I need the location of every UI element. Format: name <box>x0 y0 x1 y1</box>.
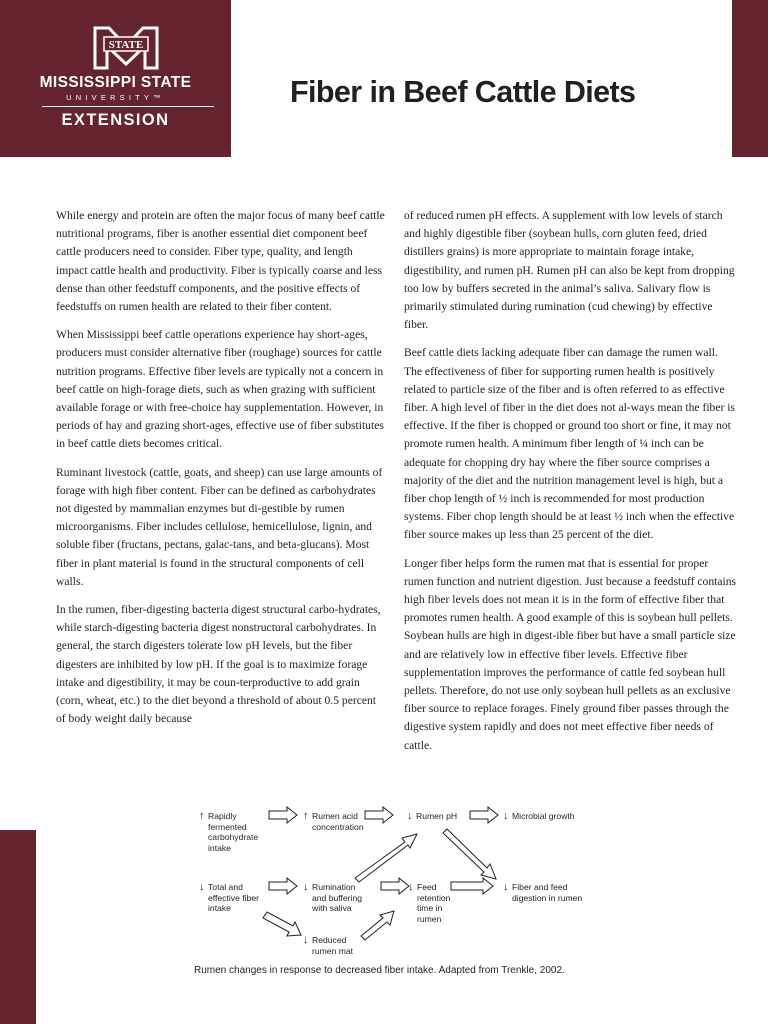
block-arrow-icon <box>470 807 498 823</box>
block-arrow-icon <box>263 912 301 936</box>
down-arrow-icon: ↓ <box>408 881 414 893</box>
left-column <box>56 207 387 738</box>
block-arrow-icon <box>443 829 496 879</box>
node-rumen-mat: ↓ Reduced rumen mat <box>303 934 354 956</box>
figure-caption: Rumen changes in response to decreased fiber intake. Adapted from Trenkle, 2002. <box>194 965 565 976</box>
header-accent-bar <box>732 0 768 157</box>
node-fiber-digestion: ↓ Fiber and feed digestion in rumen <box>503 881 583 903</box>
paragraph: While energy and protein are often the major focus of many beef cattle nutritional programs, fiber is another essential diet component beef cattle producers need to consider. Fiber type, quality, and length impact cattle health and productivity. Fiber is typically coarse and less dense than other feedstuff components, and the positive effects of feedstuffs on rumen health are related to their fiber content. <box>56 209 385 314</box>
msu-extension-logo <box>0 0 231 157</box>
extension-label: EXTENSION <box>61 111 170 129</box>
paragraph: Ruminant livestock (cattle, goats, and sheep) can use large amounts of forage with high fiber content. Fiber can be defined as carbohydrates not digested by mammalian enzymes but di-gestible by rumen microorganisms. Fiber includes cellulose, hemicellulose, lignin, and soluble fiber (fructans, pectans, galac-tans, and beta-glucans). Most fiber in plant material is found in the structural components of cell walls. <box>56 465 383 588</box>
rumen-flow-diagram <box>183 802 593 962</box>
block-arrow-icon <box>361 911 394 940</box>
down-arrow-icon: ↓ <box>407 810 413 822</box>
node-rumen-acid: ↑ Rumen acid concentration <box>303 810 364 832</box>
paragraph: Longer fiber helps form the rumen mat that is essential for proper rumen function and nutrient digestion. Just because a feedstuff contains high fiber levels does not mean it is in the form of effective fiber that promotes rumen health. A good example of this is soybean hull pellets. Soybean hulls are high in digest-ible fiber but have a small particle size and are relatively low in effective fiber levels. Effective fiber supplementation improves the performance of cattle fed soybean hull pellets. Therefore, do not use only soybean hull pellets as an exclusive fiber source to replace forages. Finely ground fiber passes through the digestive system rapidly and does not meet effective fiber needs of cattle. <box>404 556 737 752</box>
footer-accent-bar <box>0 830 36 1024</box>
block-arrow-icon <box>269 807 297 823</box>
paragraph: When Mississippi beef cattle operations experience hay short-ages, producers must consider alternative fiber (roughage) sources for cattle nutrition programs. Effective fiber levels are typically not a concern in beef cattle on high-forage diets, such as when grazing with sufficient available forage or with free-choice hay supplementation. However, in periods of hay and grazing short-ages, effective use of fiber substitutes in beef cattle diets becomes critical. <box>56 328 384 451</box>
right-column <box>404 207 738 765</box>
down-arrow-icon: ↓ <box>503 810 509 822</box>
block-arrow-icon <box>451 878 493 894</box>
msu-m-logo-icon <box>91 24 161 72</box>
node-carbohydrate-intake: ↑ Rapidly fermented carbohydrate intake <box>199 810 259 853</box>
down-arrow-icon: ↓ <box>503 881 509 893</box>
block-arrow-icon <box>355 834 417 882</box>
block-arrow-icon <box>269 878 297 894</box>
block-arrow-icon <box>365 807 393 823</box>
node-rumination: ↓ Rumination and buffering with saliva <box>303 881 363 913</box>
university-subtitle: UNIVERSITY™ <box>66 93 165 102</box>
down-arrow-icon: ↓ <box>303 881 309 893</box>
logo-mark-text: STATE <box>108 39 144 51</box>
paragraph: Beef cattle diets lacking adequate fiber can damage the rumen wall. The effectiveness of fiber for supporting rumen health is positively related to particle size of the fiber and is often referred to as effective fiber. A high level of fiber in the diet does not al-ways mean the fiber is effective. If the fiber is chopped or ground too short or fine, it may not promote rumen health. A minimum fiber length of ¼ inch can be adequate for chopping dry hay where the fiber source comprises a majority of the diet and the nutrition management level is high, but a fiber chop length of ½ inch is recommended for most production systems. Fiber chop length should be at least ½ inch when the effective fiber source makes up less than 25 percent of the diet. <box>404 346 735 542</box>
up-arrow-icon: ↑ <box>199 810 205 822</box>
node-fiber-intake: ↓ Total and effective fiber intake <box>199 881 259 913</box>
paragraph: In the rumen, fiber-digesting bacteria digest structural carbo-hydrates, while starch-digesting bacteria digest nonstructural carbohydrates. In general, the starch digesters tolerate low pH levels, but the fiber digesters are inhibited by low pH. If the goal is to maximize forage intake and digestibility, it may be coun-terproductive to add grain (corn, wheat, etc.) to the diet beyond a threshold of about 0.5 percent of body weight daily because <box>56 603 381 726</box>
logo-divider <box>42 106 214 107</box>
node-microbial-growth: ↓ Microbial growth <box>503 810 575 822</box>
paragraph: of reduced rumen pH effects. A supplement with low levels of starch and highly digestible fiber (soybean hulls, corn gluten feed, dried distillers grains) is more appropriate to maintain forage intake, digestibility, and rumen pH. Rumen pH can also be kept from dropping too low by buffers secreted in the animal’s saliva. Salivary flow is primarily stimulated during rumination (cud chewing) by effective fiber. <box>404 209 735 332</box>
down-arrow-icon: ↓ <box>199 881 205 893</box>
block-arrow-icon <box>381 878 409 894</box>
university-name: MISSISSIPPI STATE <box>39 74 192 91</box>
node-rumen-ph: ↓ Rumen pH <box>407 810 458 822</box>
down-arrow-icon: ↓ <box>303 934 309 946</box>
page-title: Fiber in Beef Cattle Diets <box>290 75 636 109</box>
up-arrow-icon: ↑ <box>303 810 309 822</box>
node-feed-retention: ↓ Feed retention time in rumen <box>408 881 451 924</box>
